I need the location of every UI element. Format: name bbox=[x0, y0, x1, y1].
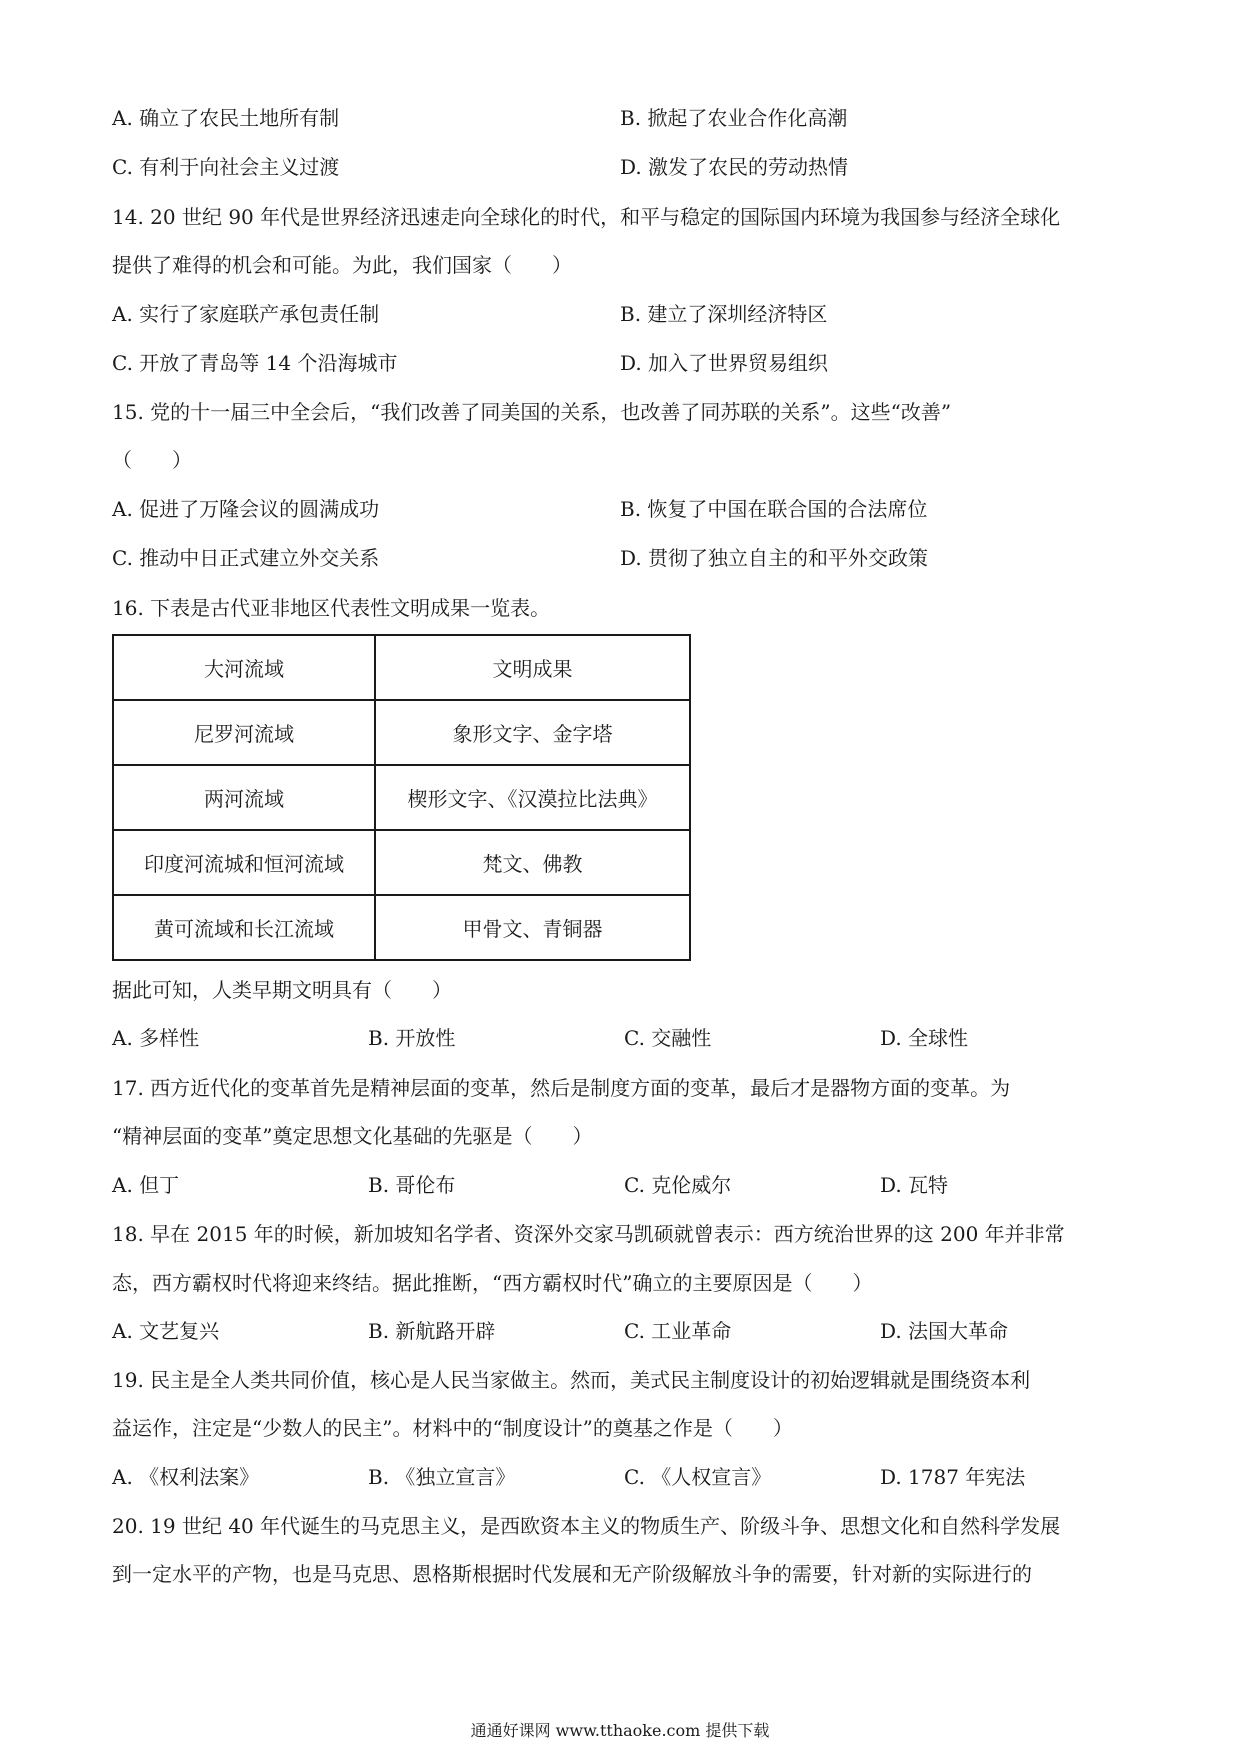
q16-option-a: A. 多样性 bbox=[112, 1026, 200, 1050]
table-row bbox=[113, 765, 690, 830]
q15-option-d: D. 贯彻了独立自主的和平外交政策 bbox=[620, 546, 929, 570]
q13-option-a: A. 确立了农民土地所有制 bbox=[112, 106, 340, 130]
table-row bbox=[113, 895, 690, 960]
q14-option-a: A. 实行了家庭联产承包责任制 bbox=[112, 302, 380, 326]
q18-option-a: A. 文艺复兴 bbox=[112, 1319, 220, 1343]
q17-stem-line2: “精神层面的变革”奠定思想文化基础的先驱是（ ） bbox=[112, 1124, 593, 1148]
table-cell: 尼罗河流域 bbox=[113, 700, 375, 765]
q18-stem-line1: 18. 早在 2015 年的时候，新加坡知名学者、资深外交家马凯硕就曾表示：西方统治世界的这 200 年并非常 bbox=[112, 1222, 1065, 1246]
table-header-cell: 文明成果 bbox=[375, 635, 690, 700]
q17-option-d: D. 瓦特 bbox=[880, 1173, 949, 1197]
q17-option-b: B. 哥伦布 bbox=[368, 1173, 456, 1197]
q19-option-b: B. 《独立宣言》 bbox=[368, 1465, 516, 1489]
q16-stem: 16. 下表是古代亚非地区代表性文明成果一览表。 bbox=[112, 596, 551, 620]
civilization-table bbox=[112, 634, 691, 961]
q16-option-b: B. 开放性 bbox=[368, 1026, 456, 1050]
q15-stem-line2: （ ） bbox=[112, 448, 192, 472]
table-header-cell: 大河流域 bbox=[113, 635, 375, 700]
q18-option-d: D. 法国大革命 bbox=[880, 1319, 1009, 1343]
table-cell: 黄可流域和长江流域 bbox=[113, 895, 375, 960]
q17-stem-line1: 17. 西方近代化的变革首先是精神层面的变革，然后是制度方面的变革，最后才是器物方面的变革。为 bbox=[112, 1076, 1011, 1100]
q13-option-d: D. 激发了农民的劳动热情 bbox=[620, 155, 849, 179]
table-header-row bbox=[113, 635, 690, 700]
q15-stem-line1: 15. 党的十一届三中全会后，“我们改善了同美国的关系，也改善了同苏联的关系”。这些“改善” bbox=[112, 400, 952, 424]
q19-option-d: D. 1787 年宪法 bbox=[880, 1465, 1026, 1489]
q18-option-b: B. 新航路开辟 bbox=[368, 1319, 496, 1343]
q17-option-c: C. 克伦威尔 bbox=[624, 1173, 732, 1197]
q14-stem-line2: 提供了难得的机会和可能。为此，我们国家（ ） bbox=[112, 253, 572, 277]
q18-option-c: C. 工业革命 bbox=[624, 1319, 732, 1343]
table-row bbox=[113, 700, 690, 765]
q14-option-d: D. 加入了世界贸易组织 bbox=[620, 351, 829, 375]
q19-stem-line2: 益运作，注定是“少数人的民主”。材料中的“制度设计”的奠基之作是（ ） bbox=[112, 1416, 793, 1440]
q14-stem-line1: 14. 20 世纪 90 年代是世界经济迅速走向全球化的时代，和平与稳定的国际国内环境为我国参与经济全球化 bbox=[112, 205, 1061, 229]
q14-option-c: C. 开放了青岛等 14 个沿海城市 bbox=[112, 351, 398, 375]
q18-stem-line2: 态，西方霸权时代将迎来终结。据此推断，“西方霸权时代”确立的主要原因是（ ） bbox=[112, 1271, 873, 1295]
table-row bbox=[113, 830, 690, 895]
q16-question: 据此可知，人类早期文明具有（ ） bbox=[112, 978, 452, 1002]
q19-stem-line1: 19. 民主是全人类共同价值，核心是人民当家做主。然而，美式民主制度设计的初始逻辑就是围绕资本利 bbox=[112, 1368, 1031, 1392]
q19-option-c: C. 《人权宣言》 bbox=[624, 1465, 772, 1489]
table-cell: 楔形文字、《汉漠拉比法典》 bbox=[375, 765, 690, 830]
table-cell: 梵文、佛教 bbox=[375, 830, 690, 895]
q16-option-d: D. 全球性 bbox=[880, 1026, 969, 1050]
q20-stem-line2: 到一定水平的产物，也是马克思、恩格斯根据时代发展和无产阶级解放斗争的需要，针对新的实际进行的 bbox=[112, 1562, 1032, 1586]
q15-option-c: C. 推动中日正式建立外交关系 bbox=[112, 546, 380, 570]
q14-option-b: B. 建立了深圳经济特区 bbox=[620, 302, 828, 326]
table-cell: 甲骨文、青铜器 bbox=[375, 895, 690, 960]
footer-watermark: 通通好课网 www.tthaoke.com 提供下载 bbox=[470, 1721, 770, 1740]
q17-option-a: A. 但丁 bbox=[112, 1173, 180, 1197]
q19-option-a: A. 《权利法案》 bbox=[112, 1465, 260, 1489]
q20-stem-line1: 20. 19 世纪 40 年代诞生的马克思主义，是西欧资本主义的物质生产、阶级斗争、思想文化和自然科学发展 bbox=[112, 1514, 1061, 1538]
q13-option-c: C. 有利于向社会主义过渡 bbox=[112, 155, 340, 179]
q13-option-b: B. 掀起了农业合作化高潮 bbox=[620, 106, 848, 130]
q15-option-a: A. 促进了万隆会议的圆满成功 bbox=[112, 497, 380, 521]
q16-option-c: C. 交融性 bbox=[624, 1026, 712, 1050]
table-cell: 两河流域 bbox=[113, 765, 375, 830]
table-cell: 印度河流城和恒河流域 bbox=[113, 830, 375, 895]
table-cell: 象形文字、金字塔 bbox=[375, 700, 690, 765]
q15-option-b: B. 恢复了中国在联合国的合法席位 bbox=[620, 497, 928, 521]
